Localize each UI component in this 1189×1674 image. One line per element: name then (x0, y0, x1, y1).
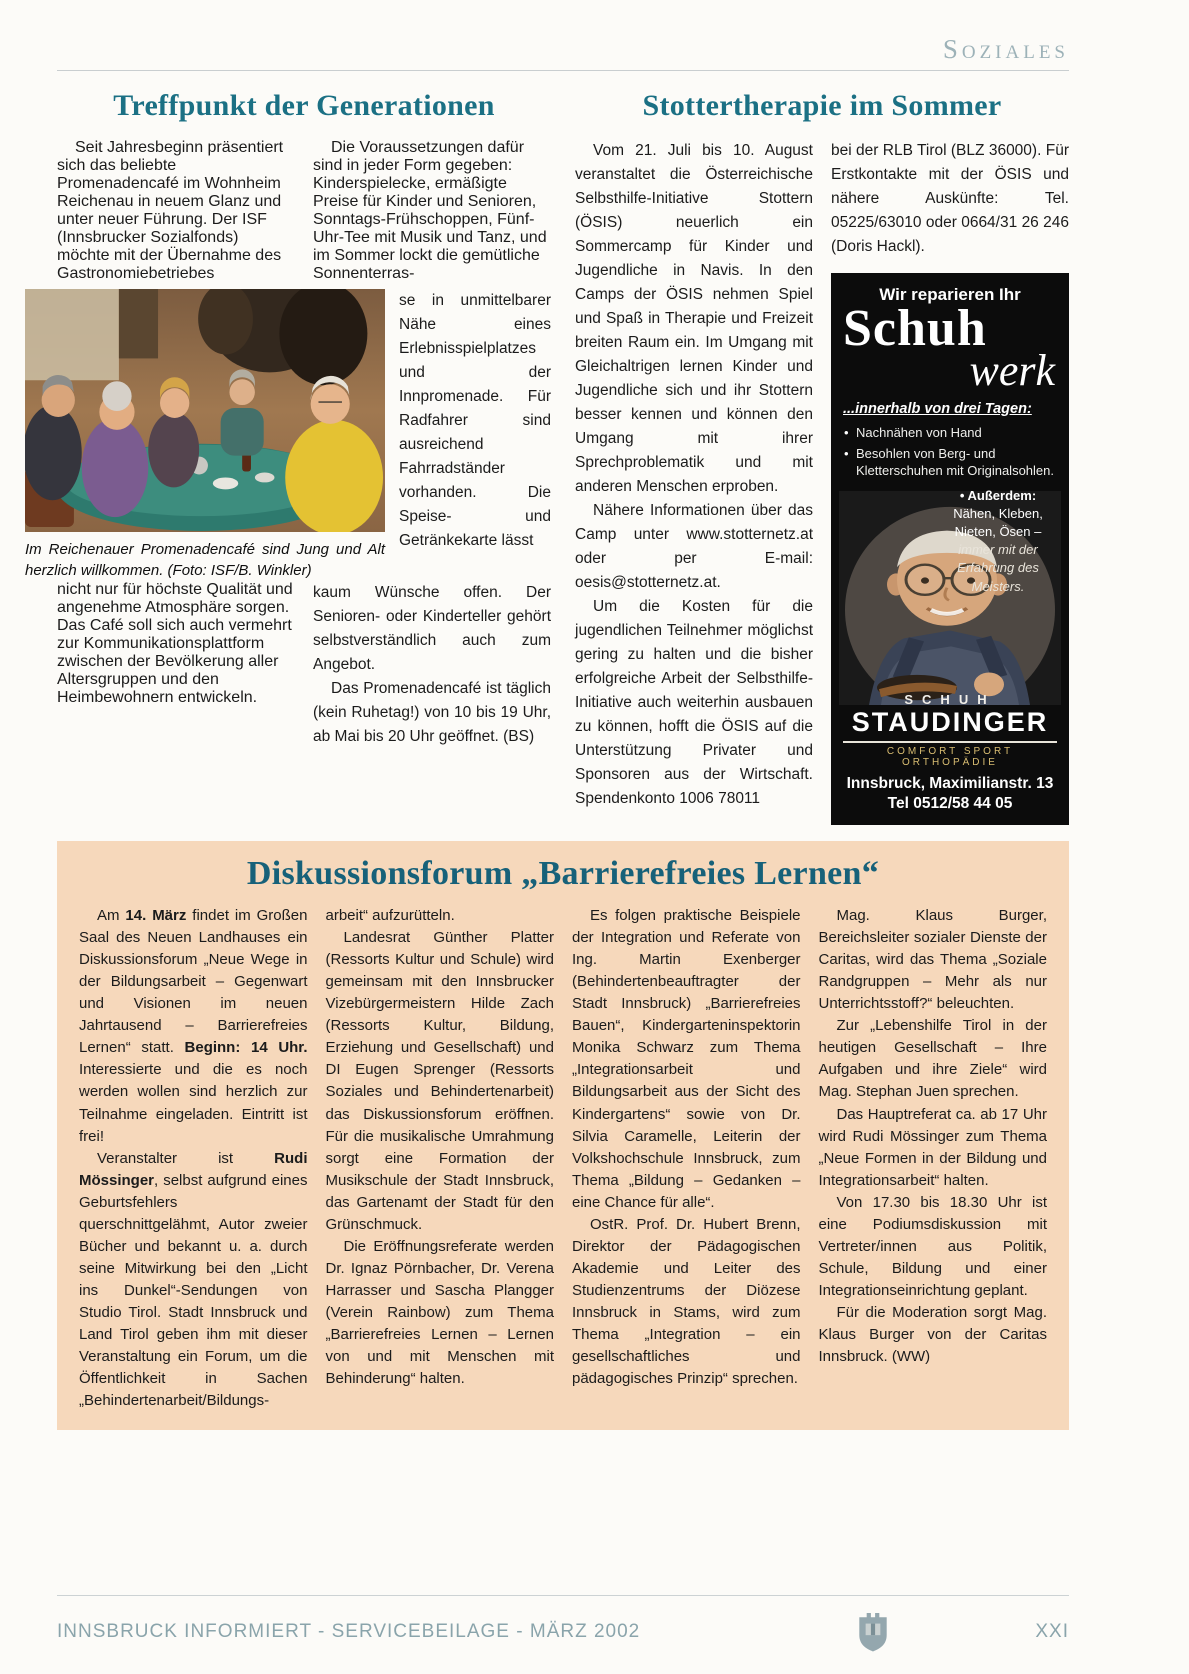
article1-col1-paragraph-1: Seit Jahresbeginn präsentiert sich das beliebte Promenadencafé im Wohnheim Reichenau in neuem Glanz und unter neuer Führung. Der ISF (Innsbrucker Sozialfonds) möchte mit der Übernahme des Gastronomiebetriebes (57, 139, 284, 282)
article2-col3-paragraph-3: Um die Kosten für die jugendlichen Teilnehmer möglichst gering zu halten und die bisher erfolgreiche Arbeit der Selbsthilfe-Initiative auch weiterhin ausbauen zu können, hofft die ÖSIS auf die Unterstützung Privater und Sponsoren aus der Wirtschaft. Spendenkonto 1006 78011 (575, 598, 813, 808)
ad-promise: ...innerhalb von drei Tagen: (843, 401, 1032, 418)
cafe-photo-figure (25, 289, 385, 581)
text-fragment: Veranstalter ist (97, 1149, 275, 1167)
article2-row (575, 139, 1069, 825)
forum-column-3 (572, 905, 801, 1412)
ad-store-schuh: SCHUH (904, 692, 996, 708)
cafe-photo (25, 289, 385, 532)
section-label: Soziales (942, 34, 1069, 64)
forum-col1-paragraph-1 (79, 905, 308, 1148)
forum-organizer-bold: Rudi Mössinger (79, 1149, 308, 1189)
photo-caption-text: Im Reichenauer Promenadencafé sind Jung und Alt herzlich willkommen. (25, 541, 385, 579)
footer-row (57, 1612, 1069, 1652)
ad-bullet-1: • Nachnähen von Hand (843, 424, 1057, 442)
article-treffpunkt-der-generationen (25, 83, 551, 825)
article2-col4-paragraph-1: bei der RLB Tirol (BLZ 36000). Für Erstkontakte mit der ÖSIS und nähere Auskünfte: Tel. 05225/63010 oder 0664/31 26 246 (Doris Hackl). (831, 142, 1069, 256)
article1-col2-paragraph-3: Das Promenadencafé ist täglich (kein Ruhetag!) von 10 bis 19 Uhr, ab Mai bis 20 Uhr geöffnet. (BS) (313, 680, 551, 746)
header-rule (57, 70, 1069, 71)
forum-section (57, 841, 1069, 1430)
ad-extra-block (939, 487, 1057, 596)
text-fragment: findet im Großen Saal des Neuen Landhauses ein Diskussionsforum „Neue Wege in der Bildungsarbeit – Gegenwart und Visionen im neuen Jahrtausend – Barrierefreies Lernen“ statt. (79, 907, 308, 1057)
text-fragment: Am (97, 907, 126, 925)
photo-credit: (Foto: ISF/B. Winkler) (167, 562, 312, 579)
page-footer (57, 1595, 1069, 1674)
city-crest-logo (857, 1612, 889, 1652)
forum-column-1 (79, 905, 308, 1412)
forum-col2-paragraph-3: Die Eröffnungsreferate werden Dr. Ignaz Pörnbacher, Dr. Verena Harrasser und Sascha Plangger (Verein Rainbow) zum Thema „Barrierefreies Lernen – Lernen von und mit Menschen mit Behinderung“ halten. (325, 1237, 554, 1388)
ad-brand-schuh: Schuh (843, 300, 987, 358)
article-stottertherapie (575, 83, 1069, 825)
forum-col4-paragraph-5: Für die Moderation sorgt Mag. Klaus Burger von der Caritas Innsbruck. (WW) (818, 1303, 1047, 1366)
forum-col3-paragraph-1: Es folgen praktische Beispiele der Integration und Referate von Ing. Martin Exenberger (Behindertenbeauftragter der Stadt Innsbruck) „Barrierefreies Bauen“, Kindergarteninspektorin Monika Schwarz zum Thema „Integrationsarbeit und Bildungsarbeit aus der Sicht des Kindergartens“ sowie von Dr. Silvia Caramelle, Leiterin der Volkshochschule Innsbruck, zum Thema „Bildung – Gedanken – eine Chance für alle“. (572, 907, 801, 1211)
forum-column-4 (819, 905, 1048, 1412)
forum-col2-paragraph-2: Landesrat Günther Platter (Ressorts Kultur und Schule) wird gemeinsam mit den Innsbrucker Vizebürgermeistern Hilde Zach (Ressorts Kultur, Bildung, Erziehung und Gesellschaft) und DI Eugen Sprenger (Ressorts Soziales und Behindertenarbeit) das Diskussionsforum eröffnen. Für die musikalische Umrahmung sorgt eine Formation der Musikschule der Stadt Innsbruck, das Gartenamt der Stadt für den Grünschmuck. (325, 929, 554, 1233)
ad-extra-title: • Außerdem: (959, 487, 1037, 503)
ad-phone: Tel 0512/58 44 05 (887, 795, 1013, 813)
ad-extra-italic: immer mit der Erfahrung des Meisters. (957, 542, 1039, 594)
ad-store-subline: COMFORT SPORT ORTHOPÄDIE (886, 746, 1014, 769)
article1-col2-paragraph-2: kaum Wünsche offen. Der Senioren- oder Kinderteller gehört selbstverständlich auch zum Angebot. (313, 584, 551, 674)
photo-caption (25, 539, 385, 581)
forum-col3-paragraph-2: OstR. Prof. Dr. Hubert Brenn, Direktor der Pädagogischen Akademie und Leiter des Studienzentrums der Diözese Innsbruck in Stams, wird zum Thema „Integration – ein gesellschaftliches und pädagogisches Prinzip“ sprechen. (572, 1215, 801, 1388)
article1-col2-continuation (313, 581, 551, 749)
ad-bullet-2: • Besohlen von Berg- und Kletterschuhen mit Originalsohlen. (843, 445, 1057, 480)
ad-brand (843, 300, 1057, 401)
forum-begin-bold: Beginn: 14 Uhr. (184, 1039, 308, 1057)
forum-date-bold: 14. März (125, 907, 187, 925)
forum-columns (79, 905, 1047, 1412)
forum-col4-paragraph-3: Das Hauptreferat ca. ab 17 Uhr wird Rudi Mössinger zum Thema „Neue Formen in der Bildung und Integrationsarbeit“ halten. (818, 1105, 1047, 1189)
text-fragment: Interessierte und die es noch werden wollen sind herzlich zur Teilnahme eingeladen. Eintritt ist frei! (79, 1061, 308, 1145)
article2-headline: Stottertherapie im Sommer (642, 89, 1002, 122)
ad-bullet-list (843, 424, 1057, 483)
article2-col3-paragraph-2: Nähere Informationen über das Camp unter www.stotternetz.at oder per E-mail: oesis@stotternetz.at. (575, 502, 813, 592)
forum-col1-paragraph-2 (79, 1148, 308, 1413)
article1-row-1 (57, 139, 551, 283)
forum-col4-paragraph-1: Mag. Klaus Burger, Bereichsleiter sozialer Dienste der Caritas, wird das Thema „Soziale Randgruppen – Mehr als nur Unterrichtsstoff?“ beleuchten. (818, 907, 1047, 1013)
ad-address: Innsbruck, Maximilianstr. 13 (846, 775, 1054, 793)
forum-title: Diskussionsforum „Barrierefreies Lernen“ (246, 855, 880, 893)
article1-col2-narrow-text: se in unmittelbarer Nähe eines Erlebnisspielplatzes und der Innpromenade. Für Radfahrer sind ausreichend Fahrradständer vorhanden. Die Speise- und Getränkekarte lässt (399, 292, 551, 550)
forum-column-2 (326, 905, 555, 1412)
forum-col4-paragraph-4: Von 17.30 bis 18.30 Uhr ist eine Podiumsdiskussion mit Vertreter/innen aus Politik, Schule, Bildung und einer Integrationseinrichtung geplant. (818, 1193, 1047, 1299)
article1-headline: Treffpunkt der Generationen (113, 89, 495, 122)
section-header (57, 34, 1069, 65)
footer-page-number: XXI (1035, 1621, 1069, 1642)
article1-row-2 (57, 581, 551, 749)
ad-store-block (843, 692, 1057, 813)
forum-col2-paragraph-1: arbeit“ aufzurütteln. (325, 907, 455, 925)
ad-brand-werk: werk (969, 346, 1055, 396)
ad-extra-text: Nähen, Kleben, Nieten, Ösen – (953, 505, 1043, 540)
top-articles (25, 83, 1069, 825)
article2-col3-paragraph-1: Vom 21. Juli bis 10. August veranstaltet die Österreichische Selbsthilfe-Initiative Stottern (ÖSIS) neuerlich ein Sommercamp für Kinder und Jugendliche in Navis. In den Camps der ÖSIS nehmen Spiel und Spaß in Therapie und Freizeit breiten Raum ein. Im Umgang mit Gleichaltrigen lernen Kinder und Jugendliche sich und ihr Stottern besser kennen und können den Umgang mit ihrer Sprechproblematik und mit anderen Menschen erproben. (575, 142, 813, 496)
article1-photo-row (25, 289, 551, 581)
text-fragment: , selbst aufgrund eines Geburtsfehlers querschnittgelähmt, Autor zweier Bücher und bekannt u. a. durch seine Mitwirkung bei den „Licht ins Dunkel“-Sendungen von Studio Tirol. Stadt Innsbruck und Land Tirol geben ihm mit dieser Veranstaltung ein Forum, um die Öffentlichkeit in Sachen „Behindertenarbeit/Bildungs- (79, 1171, 308, 1410)
shoe-repair-ad (831, 273, 1069, 825)
ad-store-name: STAUDINGER (843, 707, 1057, 743)
article2-col3 (575, 139, 813, 825)
article1-col1-paragraph-2: nicht nur für höchste Qualität und angenehme Atmosphäre sorgen. Das Café soll sich auch vermehrt zur Kommunikationsplattform zwischen der Bevölkerung aller Altersgruppen und den Heimbewohnern entwickeln. (57, 581, 293, 706)
article2-col4 (831, 139, 1069, 825)
ad-tagline: Wir reparieren Ihr (879, 285, 1021, 305)
article1-col2-paragraph-1: Die Voraussetzungen dafür sind in jeder Form gegeben: Kinderspielecke, ermäßigte Preise für Kinder und Senioren, Sonntags-Frühschoppen, Fünf-Uhr-Tee mit Musik und Tanz, und im Sommer lockt die gemütliche Sonnenterras- (313, 139, 547, 282)
footer-publication-line: INNSBRUCK INFORMIERT - SERVICEBEILAGE - MÄRZ 2002 (57, 1621, 641, 1642)
forum-col4-paragraph-2: Zur „Lebenshilfe Tirol in der heutigen Gesellschaft – Ihre Aufgaben und ihre Ziele“ wird Mag. Stephan Juen sprechen. (818, 1017, 1047, 1101)
